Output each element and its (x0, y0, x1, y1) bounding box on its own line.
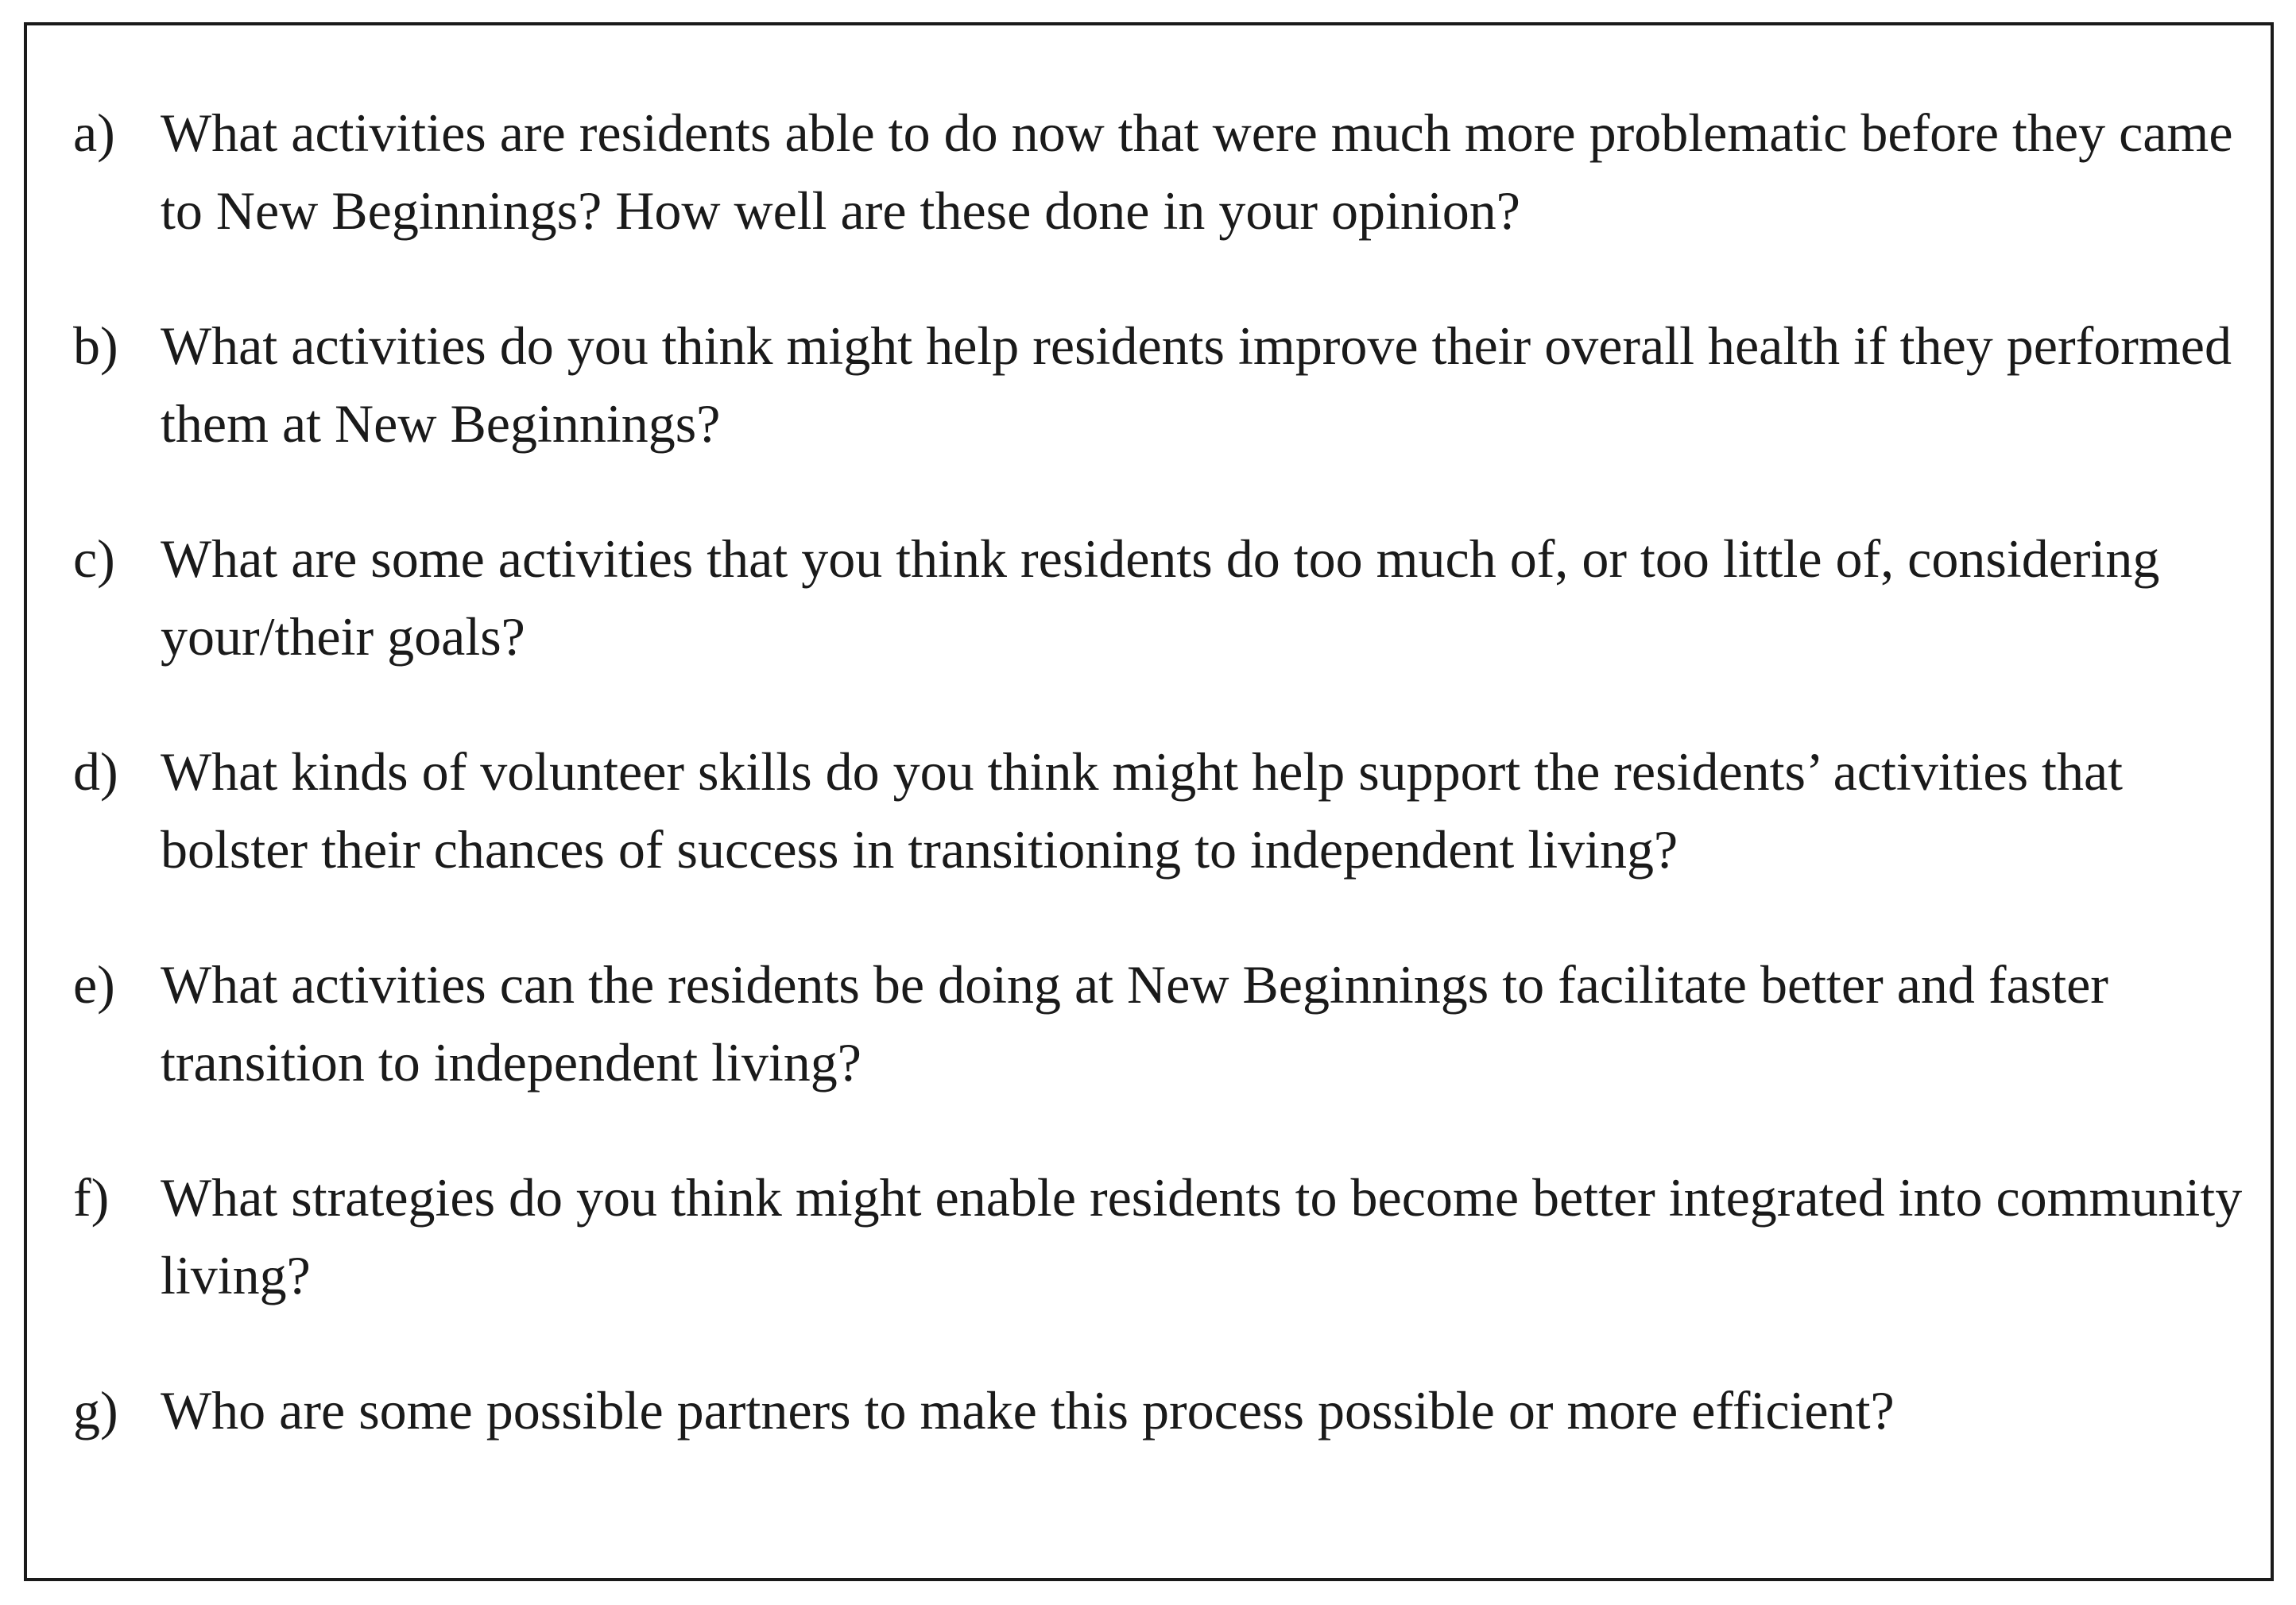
question-item-e (73, 946, 2251, 1101)
question-marker: d) (73, 741, 118, 802)
question-marker: g) (73, 1380, 118, 1441)
question-list (73, 94, 2251, 1449)
question-item-c (73, 520, 2251, 675)
question-marker: f) (73, 1167, 110, 1228)
question-item-a (73, 94, 2251, 249)
question-marker: a) (73, 102, 115, 163)
question-box (24, 22, 2274, 1581)
question-marker: e) (73, 954, 115, 1015)
question-text: What strategies do you think might enable residents to become better integrated into community living? (161, 1167, 2243, 1305)
question-item-g (73, 1371, 2251, 1449)
question-text: What activities are residents able to do now that were much more problematic before they came to New Beginnings? How well are these done in your opinion? (161, 102, 2233, 241)
question-text: What kinds of volunteer skills do you think might help support the residents’ activities that bolster their chances of success in transitioning to independent living? (161, 741, 2124, 880)
question-text: What are some activities that you think residents do too much of, or too little of, considering your/their goals? (161, 528, 2160, 667)
question-item-b (73, 307, 2251, 462)
question-marker: b) (73, 315, 118, 376)
question-text: What activities can the residents be doing at New Beginnings to facilitate better and faster transition to independent living? (161, 954, 2108, 1093)
question-item-f (73, 1158, 2251, 1314)
question-text: Who are some possible partners to make this process possible or more efficient? (161, 1380, 1895, 1441)
question-text: What activities do you think might help residents improve their overall health if they performed them at New Beginnings? (161, 315, 2232, 454)
question-item-d (73, 733, 2251, 888)
question-marker: c) (73, 528, 115, 589)
